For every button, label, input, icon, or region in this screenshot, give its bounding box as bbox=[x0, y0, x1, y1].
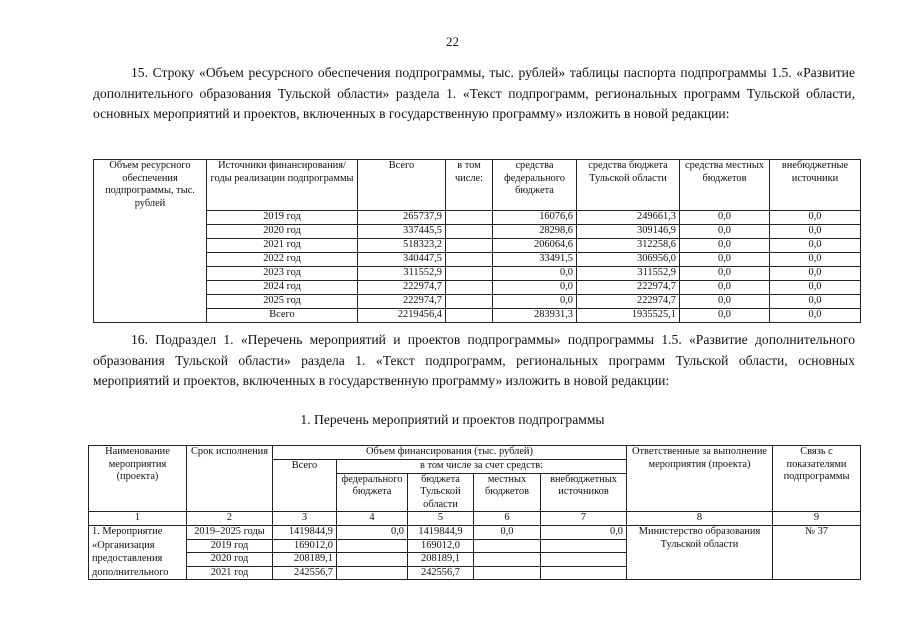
federal-value: 28298,6 bbox=[493, 225, 577, 239]
federal-value: 0,0 bbox=[337, 525, 408, 539]
local-value bbox=[474, 553, 541, 567]
local-value: 0,0 bbox=[680, 309, 770, 323]
year-label: 2021 год bbox=[207, 239, 358, 253]
including-cell bbox=[446, 225, 493, 239]
table-row bbox=[94, 253, 861, 267]
federal-value: 283931,3 bbox=[493, 309, 577, 323]
year-label: 2024 год bbox=[207, 281, 358, 295]
regional-value: 169012,0 bbox=[408, 539, 474, 553]
regional-value: 306956,0 bbox=[577, 253, 680, 267]
header-event-name: Наименование мероприятия (проекта) bbox=[89, 446, 187, 512]
total-value: 518323,2 bbox=[358, 239, 446, 253]
regional-value: 1419844,9 bbox=[408, 525, 474, 539]
year-label: 2019 год bbox=[207, 211, 358, 225]
resource-volume-cell bbox=[94, 211, 207, 225]
including-cell bbox=[446, 267, 493, 281]
year-label: 2022 год bbox=[207, 253, 358, 267]
extra-value: 0,0 bbox=[770, 295, 861, 309]
extra-value: 0,0 bbox=[541, 525, 627, 539]
column-number: 4 bbox=[337, 512, 408, 526]
table-row bbox=[94, 211, 861, 225]
total-value: 208189,1 bbox=[273, 553, 337, 567]
event-name-line: предоставления bbox=[89, 553, 187, 567]
header-link: Связь с показателями подпрограммы bbox=[773, 446, 861, 512]
local-value: 0,0 bbox=[680, 267, 770, 281]
federal-value: 16076,6 bbox=[493, 211, 577, 225]
header-extra: внебюджетные источники bbox=[770, 160, 861, 211]
extra-value bbox=[541, 553, 627, 567]
paragraph-16 bbox=[93, 330, 855, 392]
column-number: 8 bbox=[627, 512, 773, 526]
resource-volume-cell bbox=[94, 267, 207, 281]
local-value: 0,0 bbox=[474, 525, 541, 539]
total-value: 265737,9 bbox=[358, 211, 446, 225]
resource-volume-cell bbox=[94, 295, 207, 309]
federal-value bbox=[337, 539, 408, 553]
local-value: 0,0 bbox=[680, 253, 770, 267]
including-cell bbox=[446, 253, 493, 267]
regional-value: 312258,6 bbox=[577, 239, 680, 253]
term-value: 2021 год bbox=[187, 566, 273, 580]
column-number: 5 bbox=[408, 512, 474, 526]
total-value: 222974,7 bbox=[358, 281, 446, 295]
responsible-cell: Министерство образования Тульской области bbox=[627, 525, 773, 579]
regional-value: 242556,7 bbox=[408, 566, 474, 580]
section-heading: 1. Перечень мероприятий и проектов подпрограммы bbox=[300, 412, 605, 427]
term-value: 2019–2025 годы bbox=[187, 525, 273, 539]
regional-value: 222974,7 bbox=[577, 281, 680, 295]
header-sources: Источники финансирования/годы реализации подпрограммы bbox=[207, 160, 358, 211]
header-regional: средства бюджета Тульской области bbox=[577, 160, 680, 211]
local-value bbox=[474, 539, 541, 553]
total-value: 242556,7 bbox=[273, 566, 337, 580]
table-row bbox=[94, 225, 861, 239]
header-funding-total: Всего bbox=[273, 460, 337, 512]
including-cell bbox=[446, 281, 493, 295]
including-cell bbox=[446, 211, 493, 225]
header-responsible: Ответственные за выполнение мероприятия (проекта) bbox=[627, 446, 773, 512]
resource-volume-cell bbox=[94, 281, 207, 295]
event-name-line: 1. Мероприятие bbox=[89, 525, 187, 539]
header-federal: средства федерального бюджета bbox=[493, 160, 577, 211]
event-name-line: дополнительного bbox=[89, 566, 187, 580]
table-row bbox=[94, 295, 861, 309]
paragraph-16-text: 16. Подраздел 1. «Перечень мероприятий и проектов подпрограммы» подпрограммы 1.5. «Развитие дополнительного образования Тульской области» раздела 1. «Текст подпрограмм, региональных программ Тульской области, основных мероприятий и проектов, включенных в государственную программу» изложить в новой редакции: bbox=[93, 332, 855, 388]
column-number: 6 bbox=[474, 512, 541, 526]
column-number: 2 bbox=[187, 512, 273, 526]
table-row bbox=[94, 239, 861, 253]
resource-table-header bbox=[94, 160, 861, 211]
total-value: 1419844,9 bbox=[273, 525, 337, 539]
table-row bbox=[94, 281, 861, 295]
extra-value: 0,0 bbox=[770, 281, 861, 295]
header-federal-budget: федерального бюджета bbox=[337, 473, 408, 512]
resource-volume-cell bbox=[94, 253, 207, 267]
local-value bbox=[474, 566, 541, 580]
federal-value: 0,0 bbox=[493, 281, 577, 295]
regional-value: 311552,9 bbox=[577, 267, 680, 281]
extra-value: 0,0 bbox=[770, 267, 861, 281]
local-value: 0,0 bbox=[680, 295, 770, 309]
federal-value: 33491,5 bbox=[493, 253, 577, 267]
events-table bbox=[88, 445, 861, 580]
extra-value: 0,0 bbox=[770, 211, 861, 225]
paragraph-15 bbox=[93, 63, 855, 125]
header-term: Срок исполнения bbox=[187, 446, 273, 512]
resource-table bbox=[93, 159, 861, 323]
extra-value bbox=[541, 539, 627, 553]
extra-value bbox=[541, 566, 627, 580]
year-label: Всего bbox=[207, 309, 358, 323]
header-total: Всего bbox=[358, 160, 446, 211]
federal-value: 206064,6 bbox=[493, 239, 577, 253]
local-value: 0,0 bbox=[680, 239, 770, 253]
header-including: в том числе: bbox=[446, 160, 493, 211]
regional-value: 309146,9 bbox=[577, 225, 680, 239]
extra-value: 0,0 bbox=[770, 253, 861, 267]
regional-value: 249661,3 bbox=[577, 211, 680, 225]
year-label: 2020 год bbox=[207, 225, 358, 239]
federal-value: 0,0 bbox=[493, 295, 577, 309]
column-number: 1 bbox=[89, 512, 187, 526]
total-value: 222974,7 bbox=[358, 295, 446, 309]
header-including: в том числе за счет средств: bbox=[337, 460, 627, 474]
total-value: 340447,5 bbox=[358, 253, 446, 267]
federal-value: 0,0 bbox=[493, 267, 577, 281]
resource-volume-cell bbox=[94, 239, 207, 253]
federal-value bbox=[337, 553, 408, 567]
header-local: средства местных бюджетов bbox=[680, 160, 770, 211]
federal-value bbox=[337, 566, 408, 580]
regional-value: 1935525,1 bbox=[577, 309, 680, 323]
column-number: 9 bbox=[773, 512, 861, 526]
including-cell bbox=[446, 239, 493, 253]
including-cell bbox=[446, 309, 493, 323]
header-regional-budget: бюджета Тульской области bbox=[408, 473, 474, 512]
term-value: 2019 год bbox=[187, 539, 273, 553]
page-number: 22 bbox=[446, 34, 459, 49]
total-value: 311552,9 bbox=[358, 267, 446, 281]
indicator-link-cell: № 37 bbox=[773, 525, 861, 579]
local-value: 0,0 bbox=[680, 225, 770, 239]
column-numbers-row bbox=[89, 512, 861, 526]
extra-value: 0,0 bbox=[770, 239, 861, 253]
header-resource-volume: Объем ресурсного обеспечения подпрограммы, тыс. рублей bbox=[94, 160, 207, 211]
term-value: 2020 год bbox=[187, 553, 273, 567]
table-row bbox=[94, 309, 861, 323]
resource-volume-cell bbox=[94, 225, 207, 239]
column-number: 7 bbox=[541, 512, 627, 526]
year-label: 2025 год bbox=[207, 295, 358, 309]
header-local-budgets: местных бюджетов bbox=[474, 473, 541, 512]
header-funding: Объем финансирования (тыс. рублей) bbox=[273, 446, 627, 460]
header-extra-sources: внебюджетных источников bbox=[541, 473, 627, 512]
total-value: 2219456,4 bbox=[358, 309, 446, 323]
total-value: 169012,0 bbox=[273, 539, 337, 553]
regional-value: 208189,1 bbox=[408, 553, 474, 567]
column-number: 3 bbox=[273, 512, 337, 526]
table-row bbox=[89, 525, 861, 539]
event-name-line: «Организация bbox=[89, 539, 187, 553]
regional-value: 222974,7 bbox=[577, 295, 680, 309]
total-value: 337445,5 bbox=[358, 225, 446, 239]
table-row bbox=[94, 267, 861, 281]
local-value: 0,0 bbox=[680, 281, 770, 295]
year-label: 2023 год bbox=[207, 267, 358, 281]
extra-value: 0,0 bbox=[770, 225, 861, 239]
local-value: 0,0 bbox=[680, 211, 770, 225]
resource-volume-cell bbox=[94, 309, 207, 323]
including-cell bbox=[446, 295, 493, 309]
extra-value: 0,0 bbox=[770, 309, 861, 323]
paragraph-15-text: 15. Строку «Объем ресурсного обеспечения подпрограммы, тыс. рублей» таблицы паспорта подпрограммы 1.5. «Развитие дополнительного образования Тульской области» раздела 1. «Текст подпрограмм, региональных программ Тульской области, основных мероприятий и проектов, включенных в государственную программу» изложить в новой редакции: bbox=[93, 65, 855, 121]
